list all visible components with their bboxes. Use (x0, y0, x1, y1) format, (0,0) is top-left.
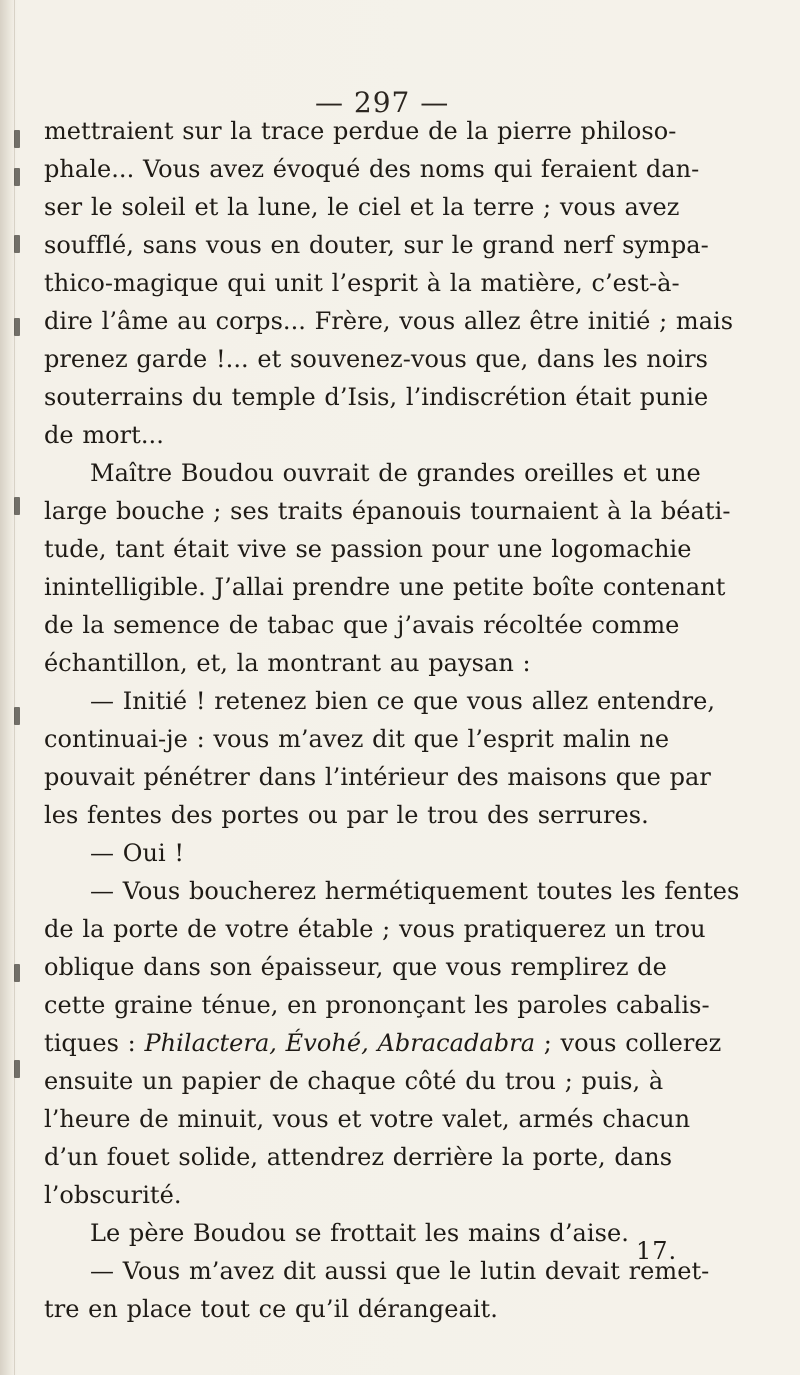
text-line-2: phale... Vous avez évoqué des noms qui feraient dan- (44, 155, 700, 183)
text-line-30: Le père Boudou se frottait les mains d’aise. (90, 1219, 629, 1247)
text-line-18: pouvait pénétrer dans l’intérieur des maisons que par (44, 763, 711, 791)
text-line-25-suffix: ; vous collerez (535, 1029, 722, 1057)
text-line-29: l’obscurité. (44, 1181, 182, 1209)
text-line-1: mettraient sur la trace perdue de la pierre philoso- (44, 117, 677, 145)
text-line-22: de la porte de votre étable ; vous pratiquerez un trou (44, 915, 706, 943)
text-line-14: de la semence de tabac que j’avais récoltée comme (44, 611, 680, 639)
text-line-12: tude, tant était vive se passion pour une logomachie (44, 535, 692, 563)
page-binding-edge (0, 0, 15, 1375)
page-number: — 297 — (315, 86, 450, 119)
text-line-27: l’heure de minuit, vous et votre valet, armés chacun (44, 1105, 691, 1133)
text-line-28: d’un fouet solide, attendrez derrière la porte, dans (44, 1143, 673, 1171)
binding-mark (14, 130, 20, 148)
text-line-11: large bouche ; ses traits épanouis tournaient à la béati- (44, 497, 731, 525)
text-line-13: inintelligible. J’allai prendre une petite boîte contenant (44, 573, 726, 601)
text-line-32: tre en place tout ce qu’il dérangeait. (44, 1295, 498, 1323)
binding-mark (14, 497, 20, 515)
text-line-26: ensuite un papier de chaque côté du trou ; puis, à (44, 1067, 664, 1095)
binding-mark (14, 964, 20, 982)
text-line-5: thico-magique qui unit l’esprit à la matière, c’est-à- (44, 269, 680, 297)
text-line-7: prenez garde !... et souvenez-vous que, dans les noirs (44, 345, 709, 373)
text-line-9: de mort... (44, 421, 164, 449)
binding-mark (14, 318, 20, 336)
text-line-10: Maître Boudou ouvrait de grandes oreilles et une (90, 459, 701, 487)
binding-mark (14, 235, 20, 253)
text-line-15: échantillon, et, la montrant au paysan : (44, 649, 531, 677)
text-line-20: — Oui ! (90, 839, 185, 867)
text-line-19: les fentes des portes ou par le trou des serrures. (44, 801, 649, 829)
signature-mark: 17. (636, 1237, 678, 1265)
binding-mark (14, 1060, 20, 1078)
text-line-17: continuai-je : vous m’avez dit que l’esprit malin ne (44, 725, 670, 753)
text-line-25-prefix: tiques : (44, 1029, 145, 1057)
magic-words: Philactera, Évohé, Abracadabra (144, 1029, 536, 1057)
binding-mark (14, 707, 20, 725)
text-line-4: soufflé, sans vous en douter, sur le grand nerf sympa- (44, 231, 709, 259)
text-line-8: souterrains du temple d’Isis, l’indiscrétion était punie (44, 383, 709, 411)
text-line-3: ser le soleil et la lune, le ciel et la terre ; vous avez (44, 193, 680, 221)
text-line-24: cette graine ténue, en prononçant les paroles cabalis- (44, 991, 710, 1019)
text-line-31: — Vous m’avez dit aussi que le lutin devait remet- (90, 1257, 710, 1285)
text-line-16: — Initié ! retenez bien ce que vous allez entendre, (90, 687, 716, 715)
text-line-6: dire l’âme au corps... Frère, vous allez être initié ; mais (44, 307, 734, 335)
text-line-25 (44, 1024, 722, 1062)
binding-mark (14, 168, 20, 186)
text-line-23: oblique dans son épaisseur, que vous remplirez de (44, 953, 667, 981)
text-line-21: — Vous boucherez hermétiquement toutes les fentes (90, 877, 740, 905)
